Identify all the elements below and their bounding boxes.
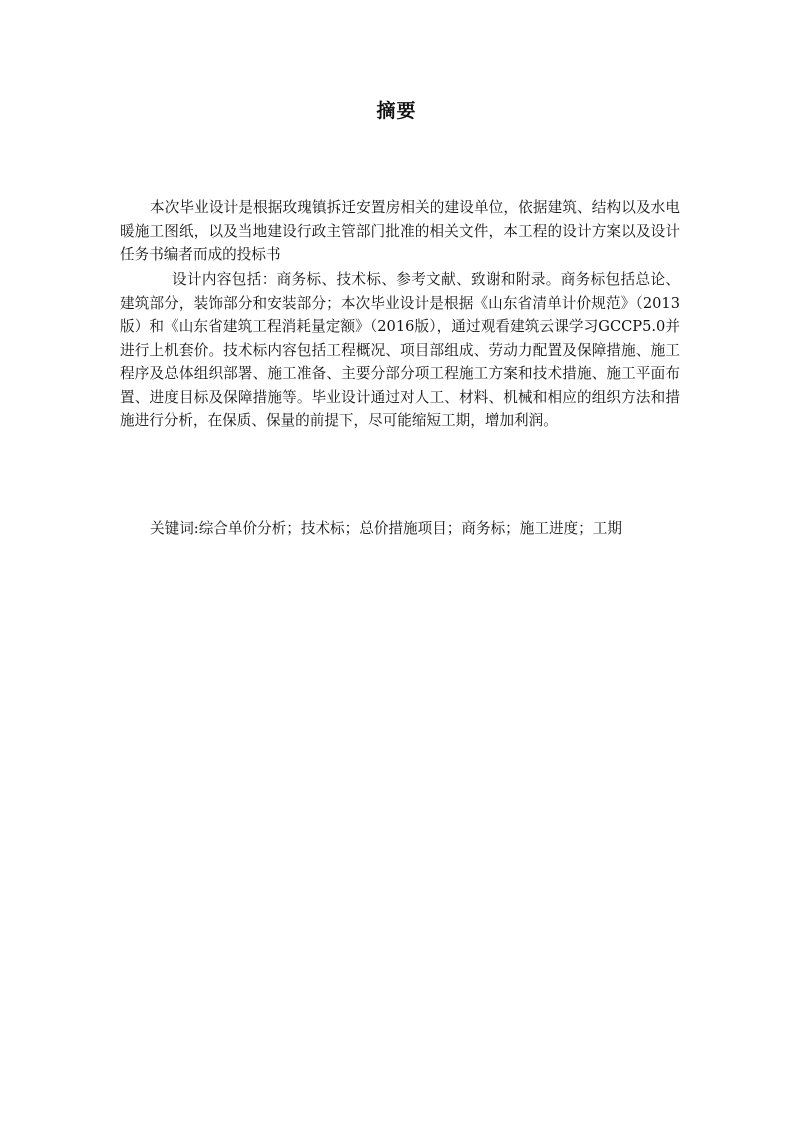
keywords-line (120, 517, 680, 541)
keywords-text: 关键词:综合单价分析；技术标；总价措施项目；商务标；施工进度；工期 (150, 520, 622, 537)
page-title: 摘要 (376, 100, 417, 122)
paragraph-text: 本次毕业设计是根据玫瑰镇拆迁安置房相关的建设单位，依据建筑、结构以及水电暖施工图纸，以及当地建设行政主管部门批准的相关文件，本工程的设计方案以及设计任务书编者而成的投标书 (120, 199, 680, 263)
abstract-paragraph-1 (120, 196, 680, 267)
abstract-paragraph-2 (120, 268, 680, 433)
paragraph-text: 设计内容包括：商务标、技术标、参考文献、致谢和附录。商务标包括总论、建筑部分，装饰部分和安装部分；本次毕业设计是根据《山东省清单计价规范》（2013版）和《山东省建筑工程消耗量定额》（2016版），通过观看建筑云课学习GCCP5.0并进行上机套价。技术标内容包括工程概况、项目部组成、劳动力配置及保障措施、施工程序及总体组织部署、施工准备、主要分部分项工程施工方案和技术措施、施工平面布置、进度目标及保障措施等。毕业设计通过对人工、材料、机械和相应的组织方法和措施进行分析，在保质、保量的前提下，尽可能缩短工期，增加利润。 (120, 271, 680, 429)
